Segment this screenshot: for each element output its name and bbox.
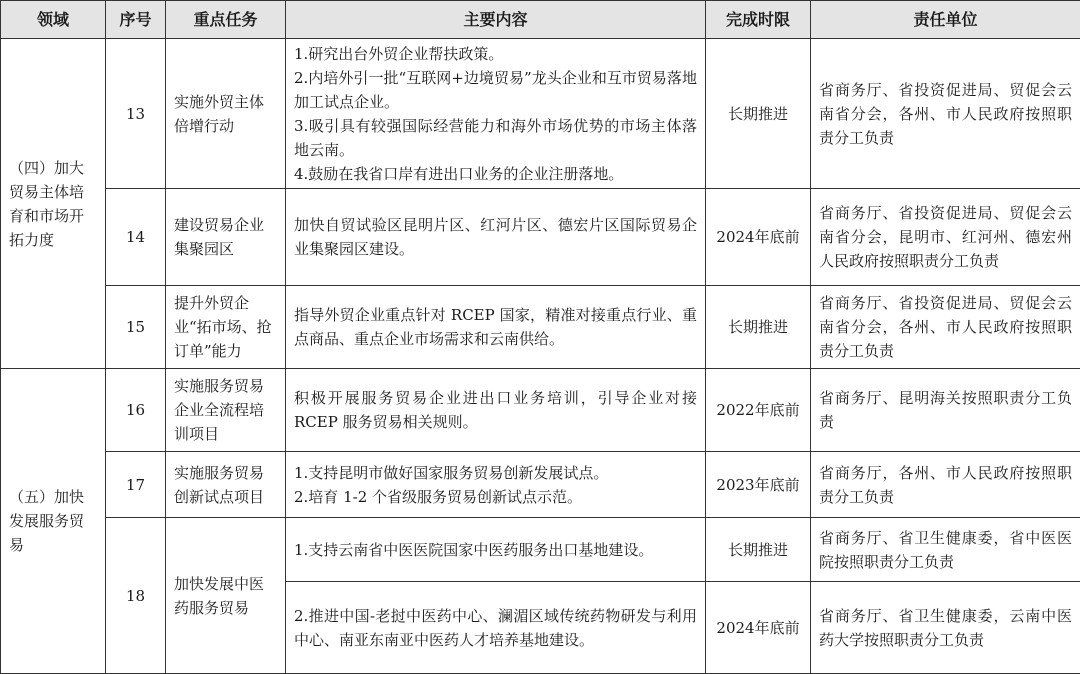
row-number: 15 <box>106 286 166 369</box>
main-content: 加快自贸试验区昆明片区、红河片区、德宏片区国际贸易企业集聚园区建设。 <box>286 189 706 286</box>
responsible-units: 省商务厅、省投资促进局、贸促会云南省分会，各州、市人民政府按照职责分工负责 <box>811 286 1080 369</box>
main-content: 指导外贸企业重点针对 RCEP 国家，精准对接重点行业、重点商品、重点企业市场需求和云南供给。 <box>286 286 706 369</box>
key-task: 实施服务贸易企业全流程培训项目 <box>166 369 286 452</box>
content-item: 4.鼓励在我省口岸有进出口业务的企业注册落地。 <box>294 162 697 186</box>
content-item: 3.吸引具有较强国际经营能力和海外市场优势的市场主体落地云南。 <box>294 114 697 162</box>
header-row <box>1 1 1080 39</box>
row-number: 16 <box>106 369 166 452</box>
responsible-units: 省商务厅、省卫生健康委，省中医医院按照职责分工负责 <box>811 518 1080 582</box>
header-key-task: 重点任务 <box>166 1 286 39</box>
table-row <box>1 369 1080 452</box>
header-responsible-units: 责任单位 <box>811 1 1080 39</box>
main-content: 积极开展服务贸易企业进出口业务培训，引导企业对接 RCEP 服务贸易相关规则。 <box>286 369 706 452</box>
deadline: 长期推进 <box>706 39 811 189</box>
header-deadline: 完成时限 <box>706 1 811 39</box>
header-area: 领域 <box>1 1 106 39</box>
deadline: 2024年底前 <box>706 582 811 674</box>
deadline: 长期推进 <box>706 518 811 582</box>
row-number: 18 <box>106 518 166 674</box>
responsible-units: 省商务厅、昆明海关按照职责分工负责 <box>811 369 1080 452</box>
table-row <box>1 286 1080 369</box>
key-task: 建设贸易企业集聚园区 <box>166 189 286 286</box>
main-content: 1.支持云南省中医医院国家中医药服务出口基地建设。 <box>286 518 706 582</box>
table-row <box>1 452 1080 518</box>
responsible-units: 省商务厅，各州、市人民政府按照职责分工负责 <box>811 452 1080 518</box>
table-row <box>1 518 1080 582</box>
responsible-units: 省商务厅、省投资促进局、贸促会云南省分会，昆明市、红河州、德宏州人民政府按照职责分工负责 <box>811 189 1080 286</box>
area-cell: （五）加快发展服务贸易 <box>1 369 106 674</box>
table-row <box>1 39 1080 189</box>
key-task: 实施外贸主体倍增行动 <box>166 39 286 189</box>
deadline: 2022年底前 <box>706 369 811 452</box>
main-content <box>286 452 706 518</box>
row-number: 13 <box>106 39 166 189</box>
main-content: 2.推进中国-老挝中医药中心、澜湄区域传统药物研发与利用中心、南亚东南亚中医药人才培养基地建设。 <box>286 582 706 674</box>
main-content <box>286 39 706 189</box>
content-item: 1.研究出台外贸企业帮扶政策。 <box>294 42 697 66</box>
deadline: 2024年底前 <box>706 189 811 286</box>
deadline: 长期推进 <box>706 286 811 369</box>
responsible-units: 省商务厅、省卫生健康委，云南中医药大学按照职责分工负责 <box>811 582 1080 674</box>
content-item: 1.支持昆明市做好国家服务贸易创新发展试点。 <box>294 461 697 485</box>
header-number: 序号 <box>106 1 166 39</box>
key-task: 实施服务贸易创新试点项目 <box>166 452 286 518</box>
content-item: 2.培育 1-2 个省级服务贸易创新试点示范。 <box>294 485 697 509</box>
content-item: 2.内培外引一批“互联网+边境贸易”龙头企业和互市贸易落地加工试点企业。 <box>294 66 697 114</box>
key-task: 加快发展中医药服务贸易 <box>166 518 286 674</box>
table-row <box>1 189 1080 286</box>
row-number: 14 <box>106 189 166 286</box>
row-number: 17 <box>106 452 166 518</box>
key-task: 提升外贸企业“拓市场、抢订单”能力 <box>166 286 286 369</box>
area-cell: （四）加大贸易主体培育和市场开拓力度 <box>1 39 106 369</box>
deadline: 2023年底前 <box>706 452 811 518</box>
header-main-content: 主要内容 <box>286 1 706 39</box>
responsible-units: 省商务厅、省投资促进局、贸促会云南省分会，各州、市人民政府按照职责分工负责 <box>811 39 1080 189</box>
